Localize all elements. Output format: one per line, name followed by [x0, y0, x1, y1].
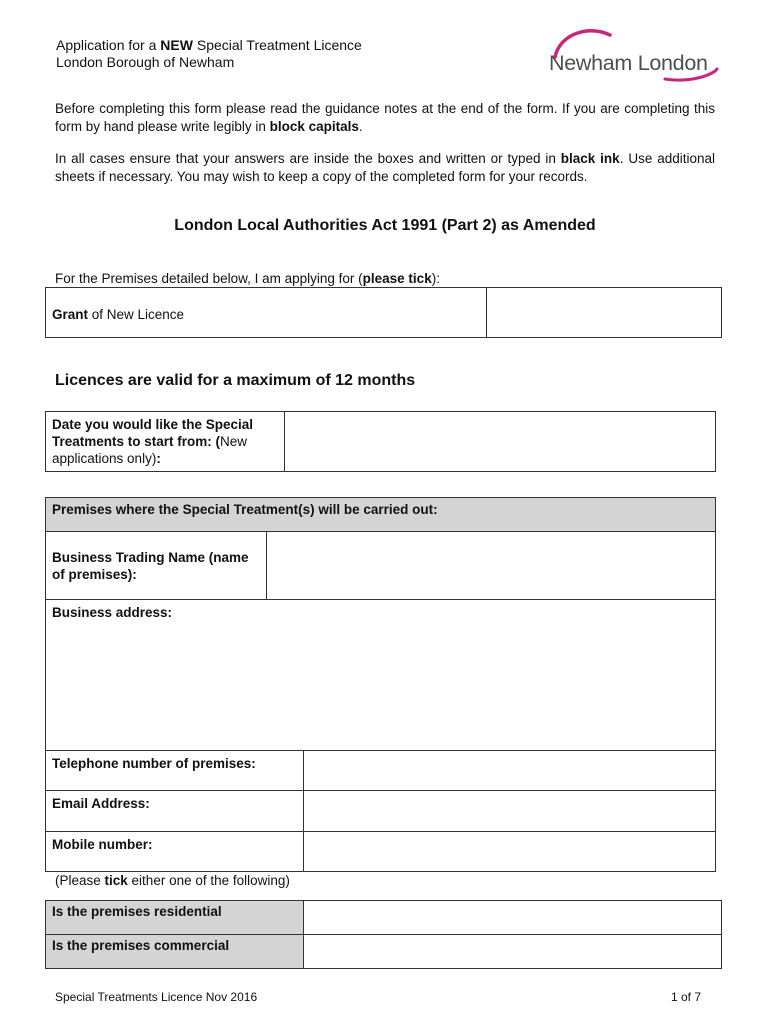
footer-page-number: 1 of 7 — [671, 990, 702, 1004]
footer-document-name: Special Treatments Licence Nov 2016 — [55, 990, 258, 1004]
intro-paragraph-1: Before completing this form please read the guidance notes at the end of the form. If you are completing this form by hand please write legibly in block capitals. — [55, 101, 715, 134]
premises-heading: Premises where the Special Treatment(s) will be carried out: — [45, 497, 716, 532]
borough-name: London Borough of Newham — [56, 54, 235, 70]
intro-paragraph-2: In all cases ensure that your answers are inside the boxes and written or typed in black ink. Use additional sheets if necessary. You may wish to keep a copy of the completed form for your records. — [55, 151, 715, 184]
telephone-field[interactable] — [303, 750, 716, 791]
logo-text: Newham London — [549, 51, 708, 75]
email-label: Email Address: — [45, 790, 304, 832]
trading-name-field[interactable] — [266, 531, 716, 600]
residential-tick-box[interactable] — [303, 900, 722, 935]
start-date-label: Date you would like the Special Treatments to start from: (New applications only): — [45, 411, 285, 472]
tick-note: (Please tick either one of the following) — [55, 873, 290, 888]
form-title-line: Application for a NEW Special Treatment Licence — [56, 37, 362, 53]
commercial-tick-box[interactable] — [303, 934, 722, 969]
trading-name-label: Business Trading Name (name of premises): — [45, 531, 267, 600]
mobile-field[interactable] — [303, 831, 716, 872]
start-date-field[interactable] — [284, 411, 716, 472]
telephone-label: Telephone number of premises: — [45, 750, 304, 791]
residential-label: Is the premises residential — [45, 900, 304, 935]
form-header — [56, 37, 362, 71]
act-title: London Local Authorities Act 1991 (Part 2) as Amended — [174, 217, 596, 234]
grant-tick-box[interactable] — [486, 287, 722, 338]
business-address-field[interactable]: Business address: — [45, 599, 716, 751]
newham-london-logo — [545, 27, 720, 87]
grant-new-licence-label: Grant of New Licence — [45, 287, 487, 338]
validity-heading: Licences are valid for a maximum of 12 months — [55, 372, 416, 389]
email-field[interactable] — [303, 790, 716, 832]
mobile-label: Mobile number: — [45, 831, 304, 872]
applying-for-label: For the Premises detailed below, I am applying for (please tick): — [55, 271, 440, 286]
commercial-label: Is the premises commercial — [45, 934, 304, 969]
